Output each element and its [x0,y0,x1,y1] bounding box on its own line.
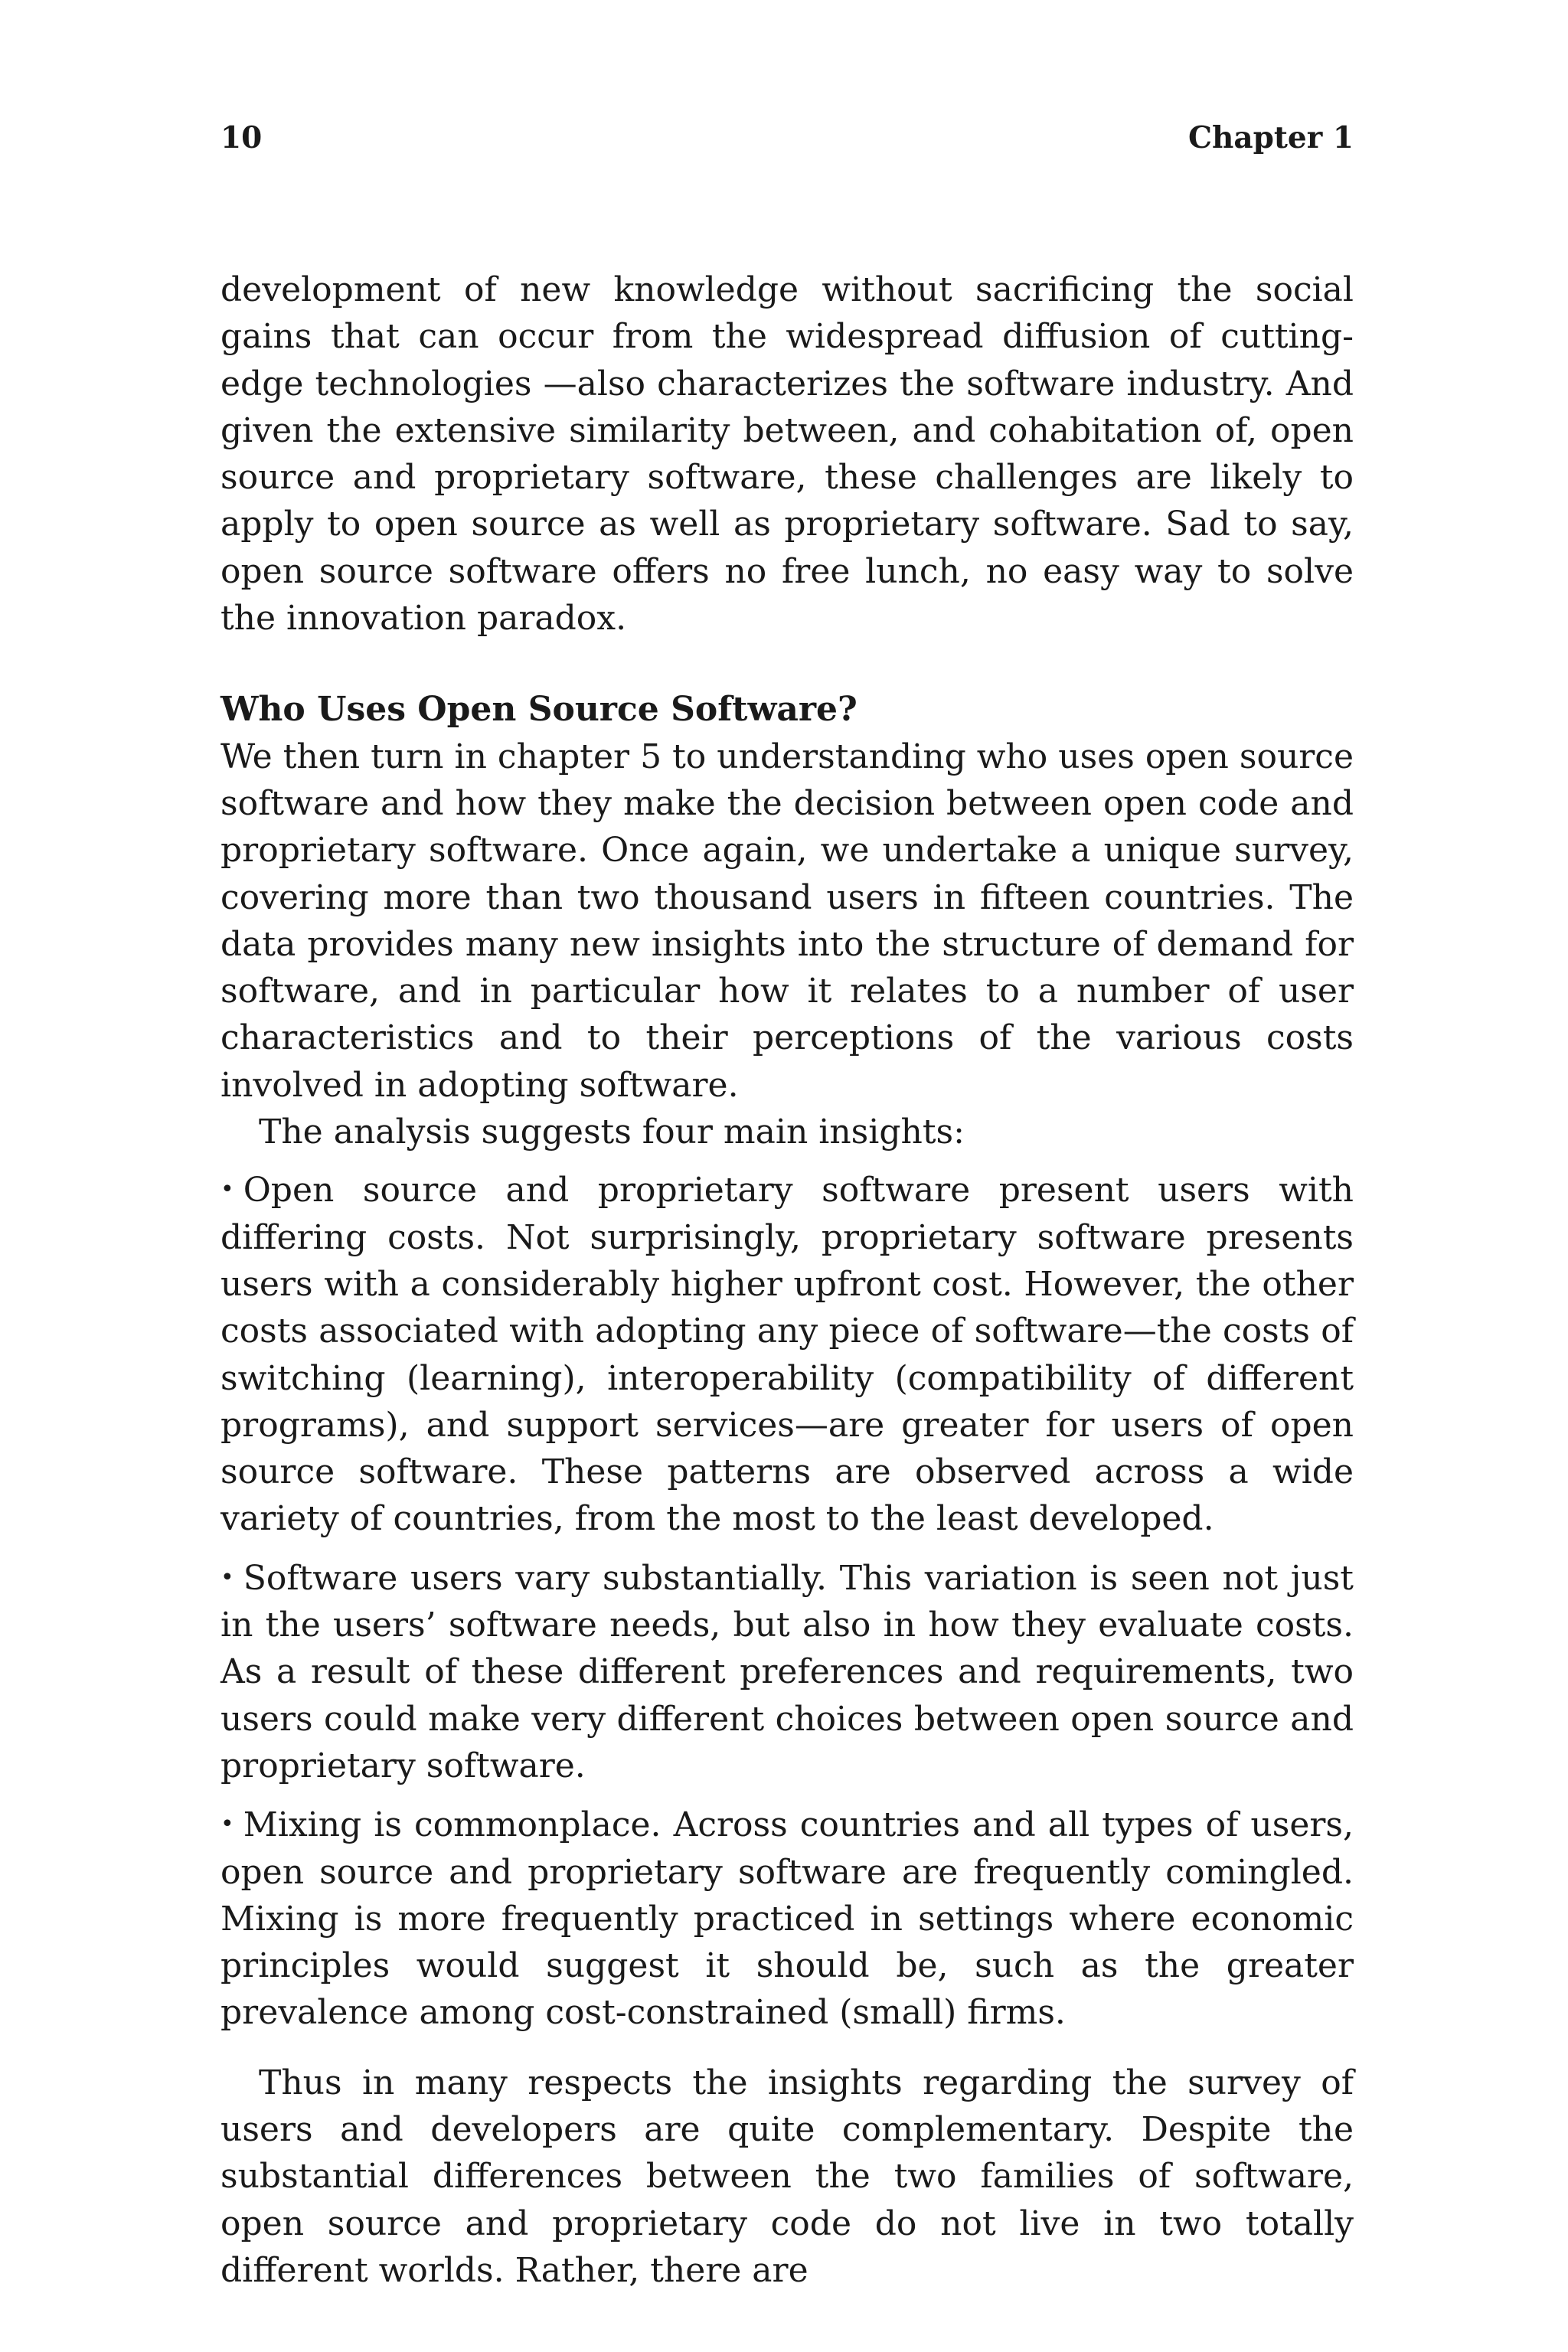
list-item [220,1801,1354,2036]
chapter-label: Chapter 1 [1187,120,1354,155]
bullet-icon: • [220,1563,234,1591]
paragraph-closing: Thus in many respects the insights regarding the survey of users and developers are quite complementary. Despite the substantial differences between the two families of software, open source and proprietary code do not live in two totally different worlds. Rather, there are [220,2063,1354,2290]
bullet-text: Open source and proprietary software present users with differing costs. Not surprisingly, proprietary software presents users with a considerably higher upfront cost. However, the other costs associated with adopting any piece of software—the costs of switching (learning), interoperability (compatibility of different programs), and support services—are greater for users of open source software. These patterns are observed across a wide variety of countries, from the most to the least developed. [220,1171,1354,1539]
bullet-icon: • [220,1811,234,1838]
section-heading: Who Uses Open Source Software? [220,690,858,730]
bullet-text: Software users vary substantially. This variation is seen not just in the users’ software needs, but also in how they evaluate costs. As a result of these different preferences and requirements, two users could make very different choices between open source and proprietary software. [220,1558,1354,1785]
paragraph-intro: We then turn in chapter 5 to understanding who uses open source software and how they make the decision between open code and proprietary software. Once again, we undertake a unique survey, covering more than two thousand users in fifteen countries. The data provides many new insights into the structure of demand for software, and in particular how it relates to a number of user characteristics and to their perceptions of the various costs involved in adopting software. [220,737,1354,1105]
bullet-text: Mixing is commonplace. Across countries and all types of users, open source and proprietary software are frequently comingled. Mixing is more frequently practiced in settings where economic principles would suggest it should be, such as the greater prevalence among cost-constrained (small) firms. [220,1805,1354,2033]
running-head [220,115,1354,161]
paragraph-continuation: development of new knowledge without sacrificing the social gains that can occur from the widespread diffusion of cutting-edge technologies —also characterizes the software industry. And given the extensive similarity between, and cohabitation of, open source and proprietary software, these challenges are likely to apply to open source as well as proprietary software. Sad to say, open source software offers no free lunch, no easy way to solve the innovation paradox. [220,270,1354,639]
list-item [220,1554,1354,1789]
page-number: 10 [220,120,263,155]
bullet-icon: • [220,1176,234,1204]
list-item [220,1166,1354,1542]
paragraph-insights-lead: The analysis suggests four main insights: [259,1112,965,1152]
book-page [220,115,1354,2294]
insights-list [220,1166,1354,2036]
